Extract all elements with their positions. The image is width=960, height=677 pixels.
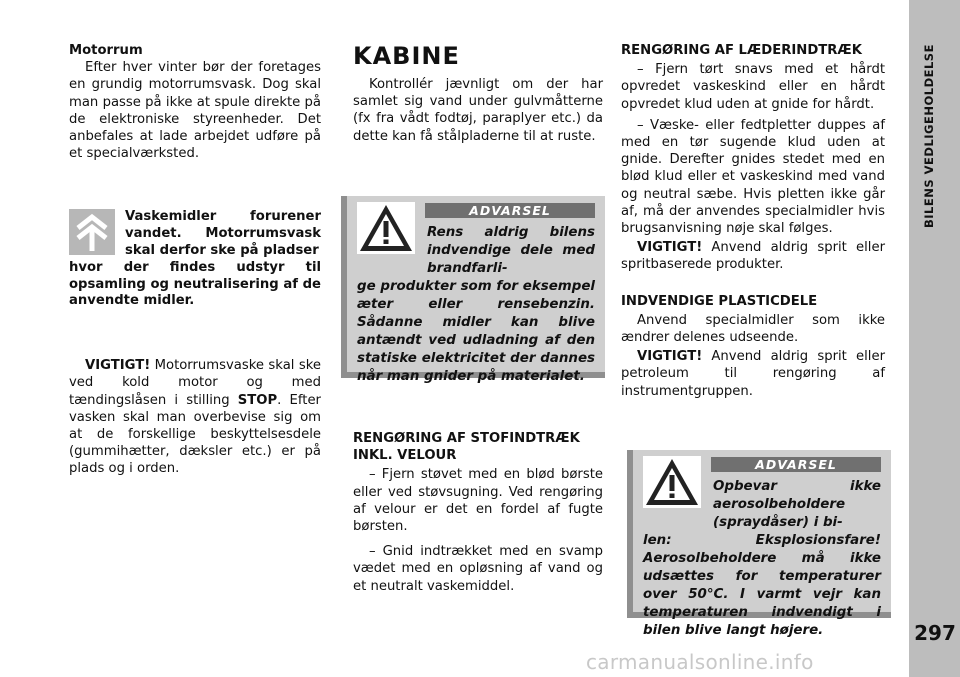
environment-icon [69,209,115,255]
plastic-important [621,348,885,400]
environment-note [69,209,321,310]
column-kabine [353,42,603,145]
warning-triangle-icon [643,456,701,508]
env-note-first: Vaskemidler forurener vandet. Motorrumsvask skal derfor ske på pladser [125,209,321,259]
kabine-title: KABINE [353,42,460,70]
important-label: VIGTIGT! [85,358,151,374]
stofindtraek-heading: RENGØRING AF STOFINDTRÆK INKL. VELOUR [353,431,580,464]
plastic-p1: Anvend specialmidler som ikke ændrer delenes udseende. [621,312,885,346]
warning-box-aerosol [627,450,891,638]
warning-rest: ge produkter som for eksempel æter eller rensebenzin. Sådanne midler kan blive antændt ved udladning af den statiske elektricitet der dannes når man gnider på materialet. [357,279,595,384]
column-laeder [621,42,885,400]
plastic-heading: INDVENDIGE PLASTICDELE [621,293,818,309]
warning-rest: len: Eksplosionsfare! Aerosolbeholdere må ikke udsættes for temperaturer over 50°C. I varmt vejr kan temperaturen indvendigt i bilen blive langt højere. [643,533,881,638]
column-motorrum [69,42,321,478]
column-stofindtraek [353,430,603,595]
important-text-2: . Efter vasken skal man overbevise sig om at de forskellige beskyttelsesdele (gummihætter, dæksler etc.) er på plads og i orden. [69,392,321,477]
kabine-paragraph: Kontrollér jævnligt om der har samlet sig vand under gulvmåtterne (fx fra vådt fodtøj, paraplyer etc.) da dette kan få stålpladerne til at ruste. [353,77,603,144]
warning-tag: ADVARSEL [425,203,595,218]
important-text-4: Anvend aldrig sprit eller petroleum til rengøring af instrumentgruppen. [621,349,885,399]
laeder-p2: – Væske- eller fedtpletter duppes af med en tør sugende klud uden at gnide. Derefter gnides stedet med en blød klud eller et vaskeskind med vand og neutral sæbe. Hvis pletten ikke går af, må der anvendes specialmidler hvis brugsanvisning nøje skal følges. [621,117,885,237]
important-text-1: Motorrumsvaske skal ske ved kold motor og med tændingslåsen i stilling [69,358,321,408]
warning-box-flammable [341,196,605,384]
chapter-label: BILENS VEDLIGEHOLDELSE [922,44,936,228]
env-note-rest: hvor der findes udstyr til opsamling og neutralisering af de anvendte midler. [69,259,321,309]
important-label-3: VIGTIGT! [637,349,703,365]
stofindtraek-p1: – Fjern støvet med en blød børste eller ved støvsugning. Ved rengøring af velour er det en fordel af fugte børsten. [353,467,603,535]
motorrum-important [69,357,321,477]
motorrum-paragraph: Efter hver vinter bør der foretages en grundig motorrumsvask. Dog skal man passe på ikke at spule direkte på de elektroniske styreenheder. Det anbefales at lade arbejdet udføre på et specialværksted. [69,60,321,162]
warning-tag: ADVARSEL [711,457,881,472]
important-text-3: Anvend aldrig sprit eller spritbaserede produkter. [621,240,885,273]
laeder-important [621,239,885,273]
stofindtraek-p2: – Gnid indtrækket med en svamp vædet med en opløsning af vand og et neutralt vaskemiddel. [353,544,603,594]
warning-triangle-icon [357,202,415,254]
warning-first-line: Opbevar ikke aerosolbeholdere (spraydåser) i bi- [713,479,881,530]
laeder-p1: – Fjern tørt snavs med et hårdt opvredet vaskeskind eller en hårdt opvredet klud uden at gnide for hårdt. [621,62,885,112]
warning-first-line: Rens aldrig bilens indvendige dele med brandfarli- [427,225,595,276]
stop-label: STOP [237,392,278,408]
recycle-arrows-icon [69,209,115,255]
laeder-heading: RENGØRING AF LÆDERINDTRÆK [621,43,862,58]
important-label-2: VIGTIGT! [637,240,703,256]
motorrum-heading: Motorrum [69,43,143,58]
page-number: 297 [914,621,956,645]
watermark: carmanualsonline.info [586,650,814,674]
